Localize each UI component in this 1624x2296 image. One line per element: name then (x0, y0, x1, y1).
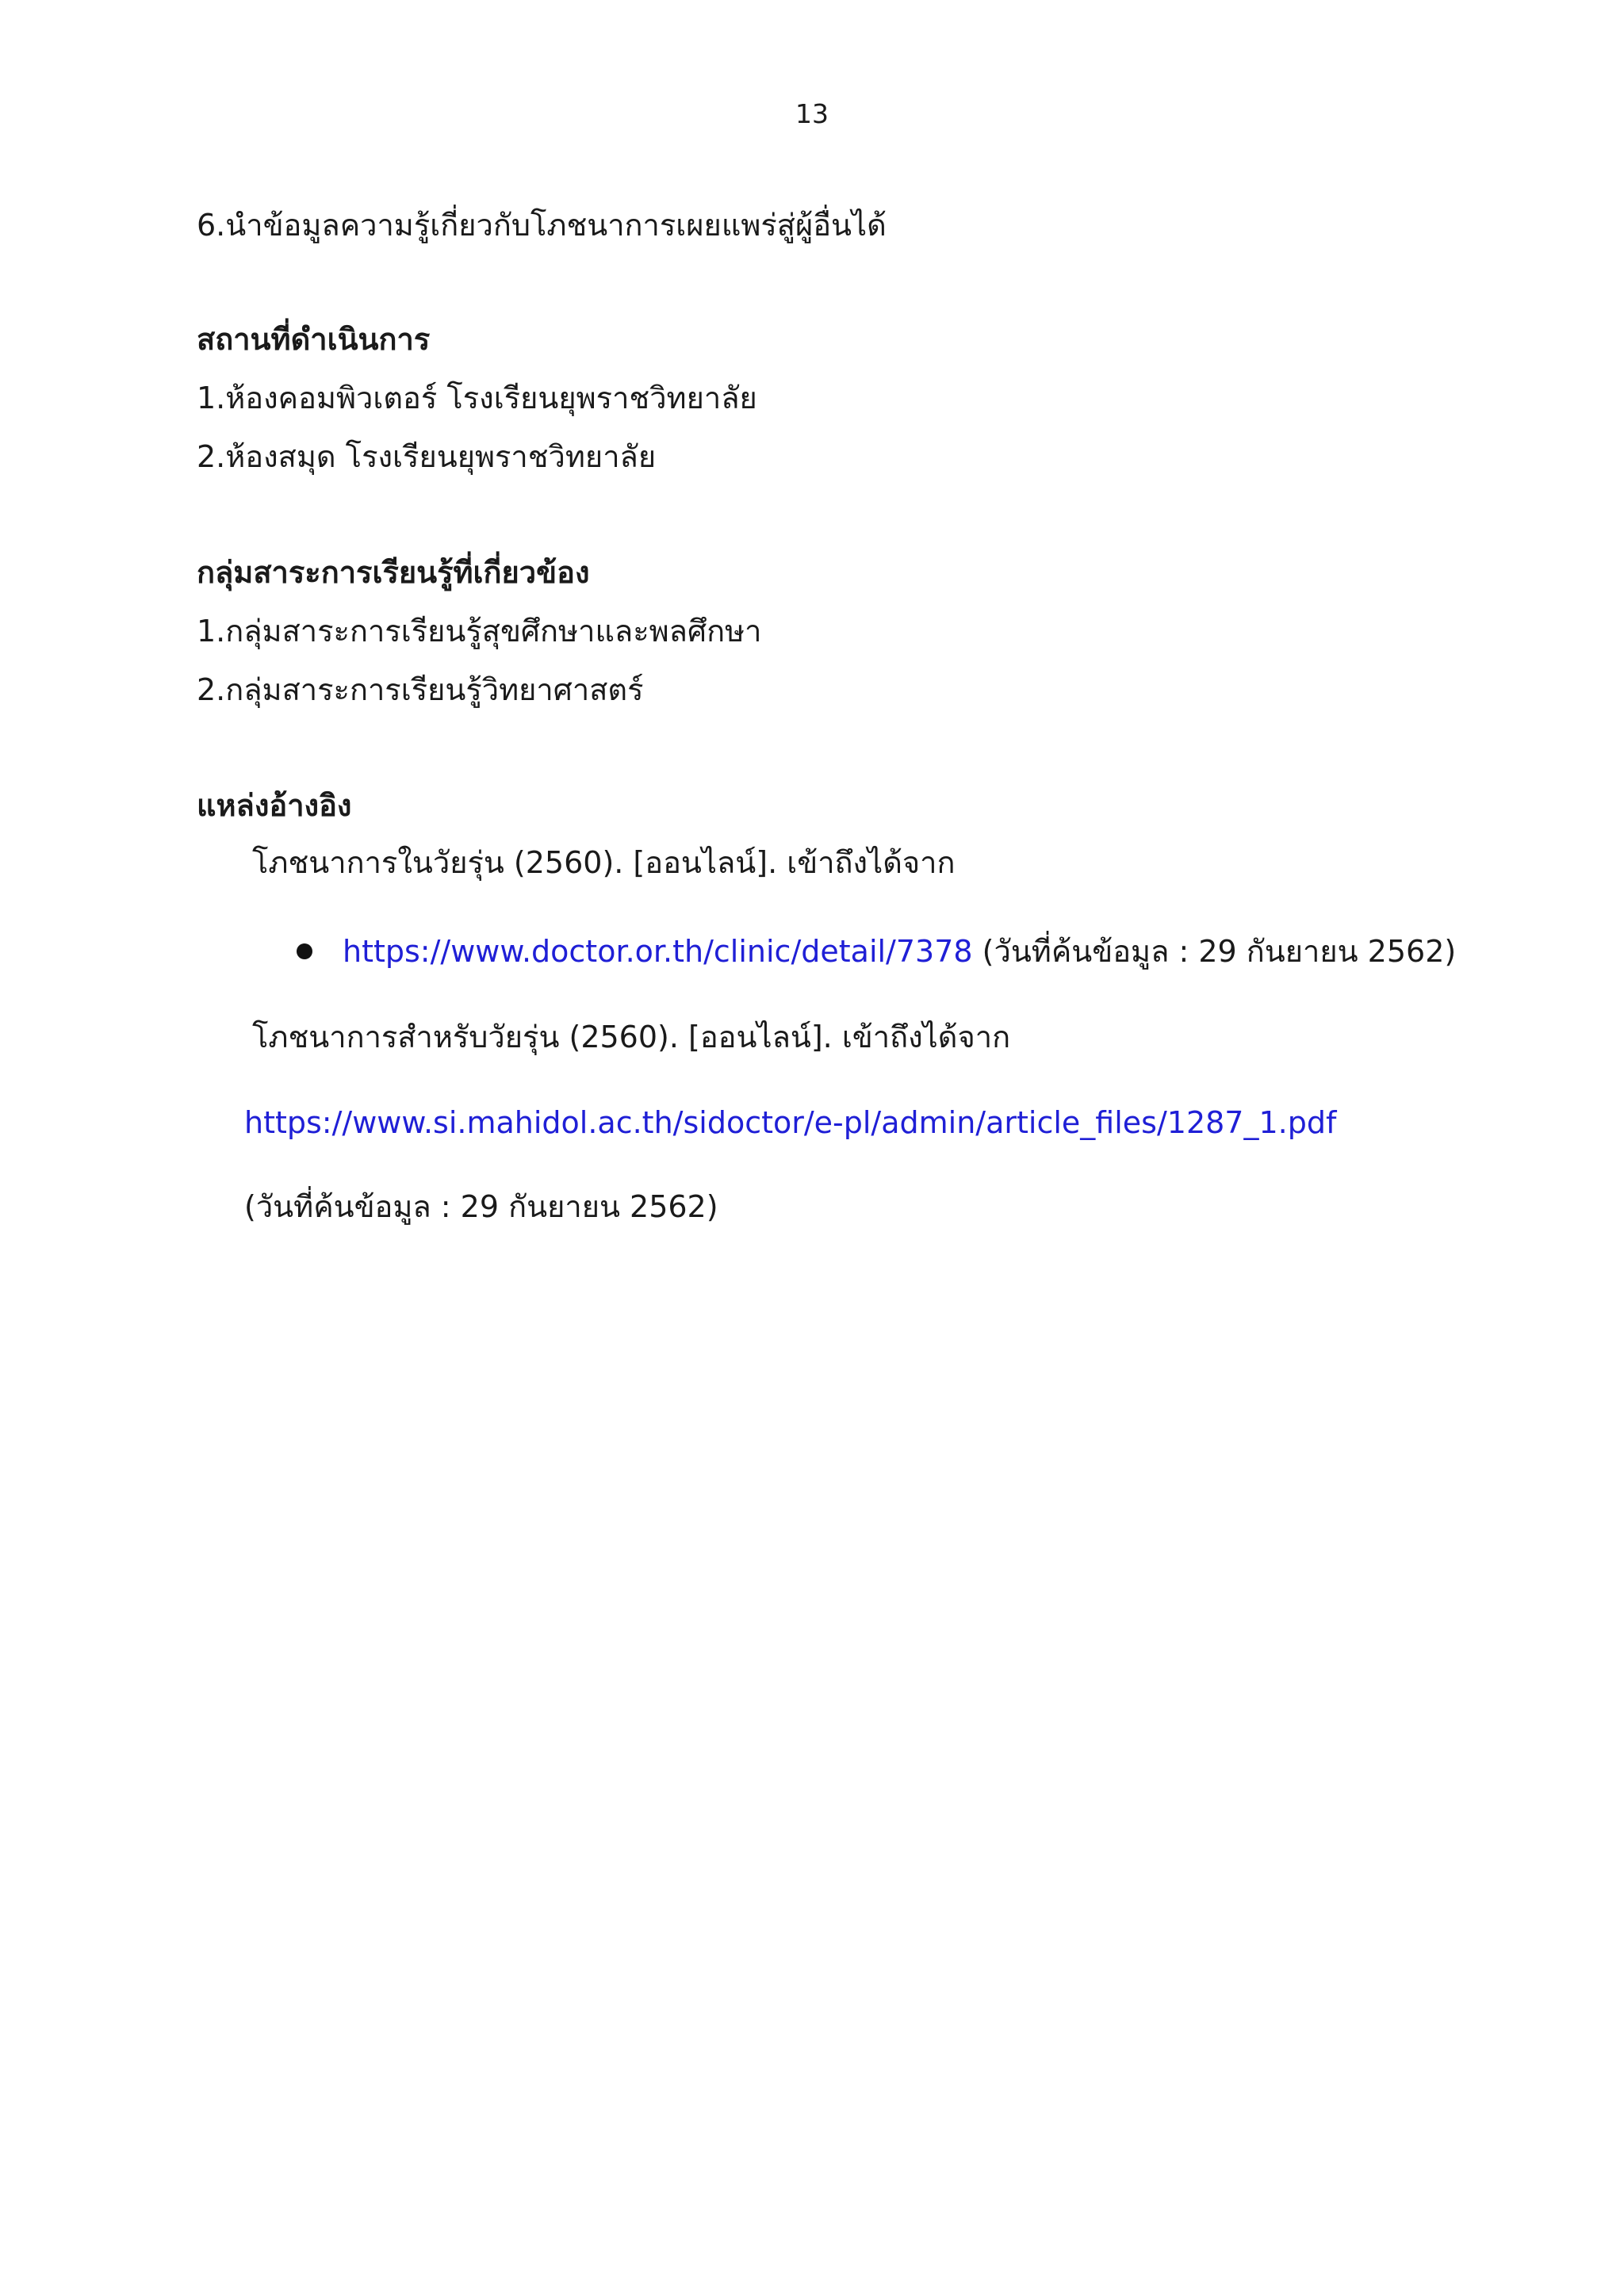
page-number: 13 (795, 98, 829, 129)
subjects-item-2: 2.กลุ่มสาระการเรียนรู้วิทยาศาสตร์ (197, 672, 644, 707)
location-item-1: 1.ห้องคอมพิวเตอร์ โรงเรียนยุพราชวิทยาลัย (197, 381, 757, 415)
reference-1-link[interactable]: https://www.doctor.or.th/clinic/detail/7378 (343, 934, 973, 969)
reference-2-title: โภชนาการสำหรับวัยรุ่น (2560). [ออนไลน์]. เข้าถึงได้จาก (252, 1020, 1011, 1054)
location-item-2: 2.ห้องสมุด โรงเรียนยุพราชวิทยาลัย (197, 439, 657, 474)
reference-1-entry (343, 929, 1456, 974)
subjects-item-1: 1.กลุ่มสาระการเรียนรู้สุขศึกษาและพลศึกษา (197, 614, 762, 649)
bullet-icon (297, 943, 312, 959)
references-heading: แหล่งอ้างอิง (197, 788, 352, 823)
reference-2-link[interactable]: https://www.si.mahidol.ac.th/sidoctor/e-pl/admin/article_files/1287_1.pdf (244, 1105, 1337, 1140)
reference-2-date: (วันที่ค้นข้อมูล : 29 กันยายน 2562) (244, 1189, 718, 1224)
subjects-heading: กลุ่มสาระการเรียนรู้ที่เกี่ยวข้อง (197, 555, 590, 590)
location-heading: สถานที่ดำเนินการ (197, 322, 431, 357)
reference-1-title: โภชนาการในวัยรุ่น (2560). [ออนไลน์]. เข้าถึงได้จาก (252, 845, 956, 880)
reference-1-date: (วันที่ค้นข้อมูล : 29 กันยายน 2562) (972, 934, 1457, 969)
objective-item-6: 6.นำข้อมูลความรู้เกี่ยวกับโภชนาการเผยแพร่สู่ผู้อื่นได้ (197, 208, 887, 243)
